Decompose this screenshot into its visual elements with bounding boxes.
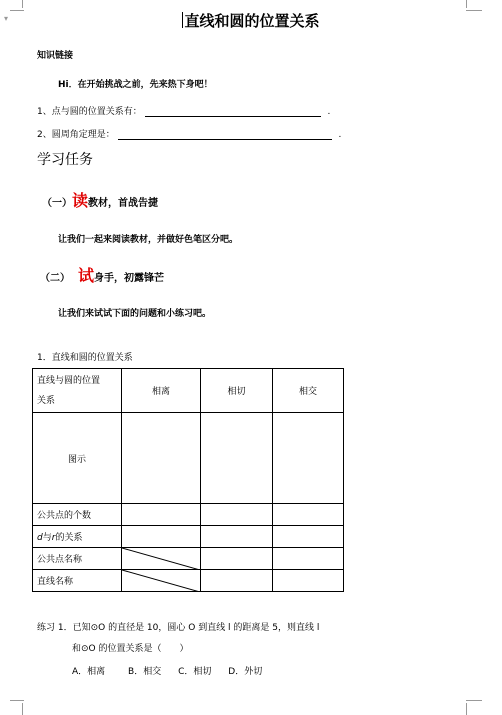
scroll-down-arrow-icon[interactable]: ▾	[4, 14, 9, 23]
table-header-relation-line1: 直线与圆的位置	[37, 375, 101, 386]
study-heading: 学习任务	[37, 152, 93, 168]
table-header-intersect: 相交	[273, 369, 344, 413]
row-label-line-name: 直线名称	[33, 570, 122, 592]
exercise-options	[72, 664, 262, 677]
table-caption: 1．直线和圆的位置关系	[37, 353, 133, 363]
table-cell[interactable]	[201, 413, 273, 504]
table-cell[interactable]	[273, 570, 344, 592]
question-1-end: .	[327, 107, 331, 117]
table-cell-crossed	[122, 570, 201, 592]
d-r-suffix: 的关系	[55, 533, 83, 543]
question-2	[37, 127, 477, 140]
option-b[interactable]: B．相交	[128, 667, 162, 677]
table-cell[interactable]	[122, 413, 201, 504]
table-cell[interactable]	[201, 504, 273, 526]
row-label-d-r	[33, 526, 122, 548]
table-cell[interactable]	[122, 526, 201, 548]
table-cell[interactable]	[201, 570, 273, 592]
option-a[interactable]: A．相离	[72, 667, 106, 677]
d-variable: d	[37, 533, 43, 543]
answer-blank-2[interactable]	[118, 139, 332, 140]
diagonal-line-icon	[122, 548, 200, 570]
table-cell[interactable]	[201, 526, 273, 548]
question-2-end: .	[338, 130, 342, 140]
table-cell[interactable]	[201, 548, 273, 570]
table-header-separate: 相离	[122, 369, 201, 413]
table-cell[interactable]	[122, 504, 201, 526]
part-1-text: 教材，首战告捷	[88, 198, 159, 209]
question-2-label: 2、圆周角定理是：	[37, 130, 115, 140]
page-corner-mark	[22, 0, 23, 8]
page-corner-mark	[466, 700, 482, 701]
part-2-heading	[40, 263, 164, 286]
table-header-tangent: 相切	[201, 369, 273, 413]
part-1-big-char: 读	[72, 191, 89, 210]
table-header-relation-line2: 关系	[37, 395, 56, 406]
r-variable: r	[51, 533, 56, 543]
exercise-line-2: 和⊙O 的位置关系是（ ）	[72, 644, 189, 654]
part-2-prefix: （二）	[40, 273, 70, 284]
option-d[interactable]: D．外切	[228, 667, 263, 677]
page-corner-mark	[10, 700, 24, 701]
table-cell-crossed	[122, 548, 201, 570]
question-1	[37, 104, 477, 117]
part-1-prefix: （一）	[42, 198, 72, 209]
row-label-figure: 图示	[33, 413, 122, 504]
exercise-line-1: 练习 1．已知⊙O 的直径是 10，圆心 O 到直线 l 的距离是 5，则直线 l	[37, 623, 320, 633]
page-corner-mark	[466, 0, 467, 8]
table-cell[interactable]	[273, 526, 344, 548]
knowledge-heading: 知识链接	[37, 51, 74, 61]
page-corner-mark	[22, 703, 23, 715]
part-1-heading	[42, 188, 158, 211]
question-1-label: 1、点与圆的位置关系有：	[37, 107, 142, 117]
table-cell[interactable]	[273, 413, 344, 504]
table-cell[interactable]	[273, 504, 344, 526]
part-2-note: 让我们来试试下面的问题和小练习吧。	[58, 309, 212, 319]
part-1-note: 让我们一起来阅读教材，并做好色笔区分吧。	[58, 235, 239, 245]
diagonal-line-icon	[122, 570, 200, 592]
position-relation-table	[32, 368, 344, 592]
table-cell[interactable]	[273, 548, 344, 570]
row-label-common-points: 公共点的个数	[33, 504, 122, 526]
option-c[interactable]: C．相切	[178, 667, 212, 677]
answer-blank-1[interactable]	[145, 116, 321, 117]
greeting-text: Hi．在开始挑战之前，先来热下身吧！	[58, 80, 213, 90]
page-corner-mark	[466, 703, 467, 715]
table-header-relation	[33, 369, 122, 413]
document-title	[0, 10, 502, 31]
document-title-text: 直线和圆的位置关系	[184, 12, 320, 30]
d-r-mid: 与	[42, 533, 52, 543]
part-2-big-char: 试	[78, 266, 95, 285]
row-label-point-name: 公共点名称	[33, 548, 122, 570]
part-2-text: 身手，初露锋芒	[94, 273, 165, 284]
